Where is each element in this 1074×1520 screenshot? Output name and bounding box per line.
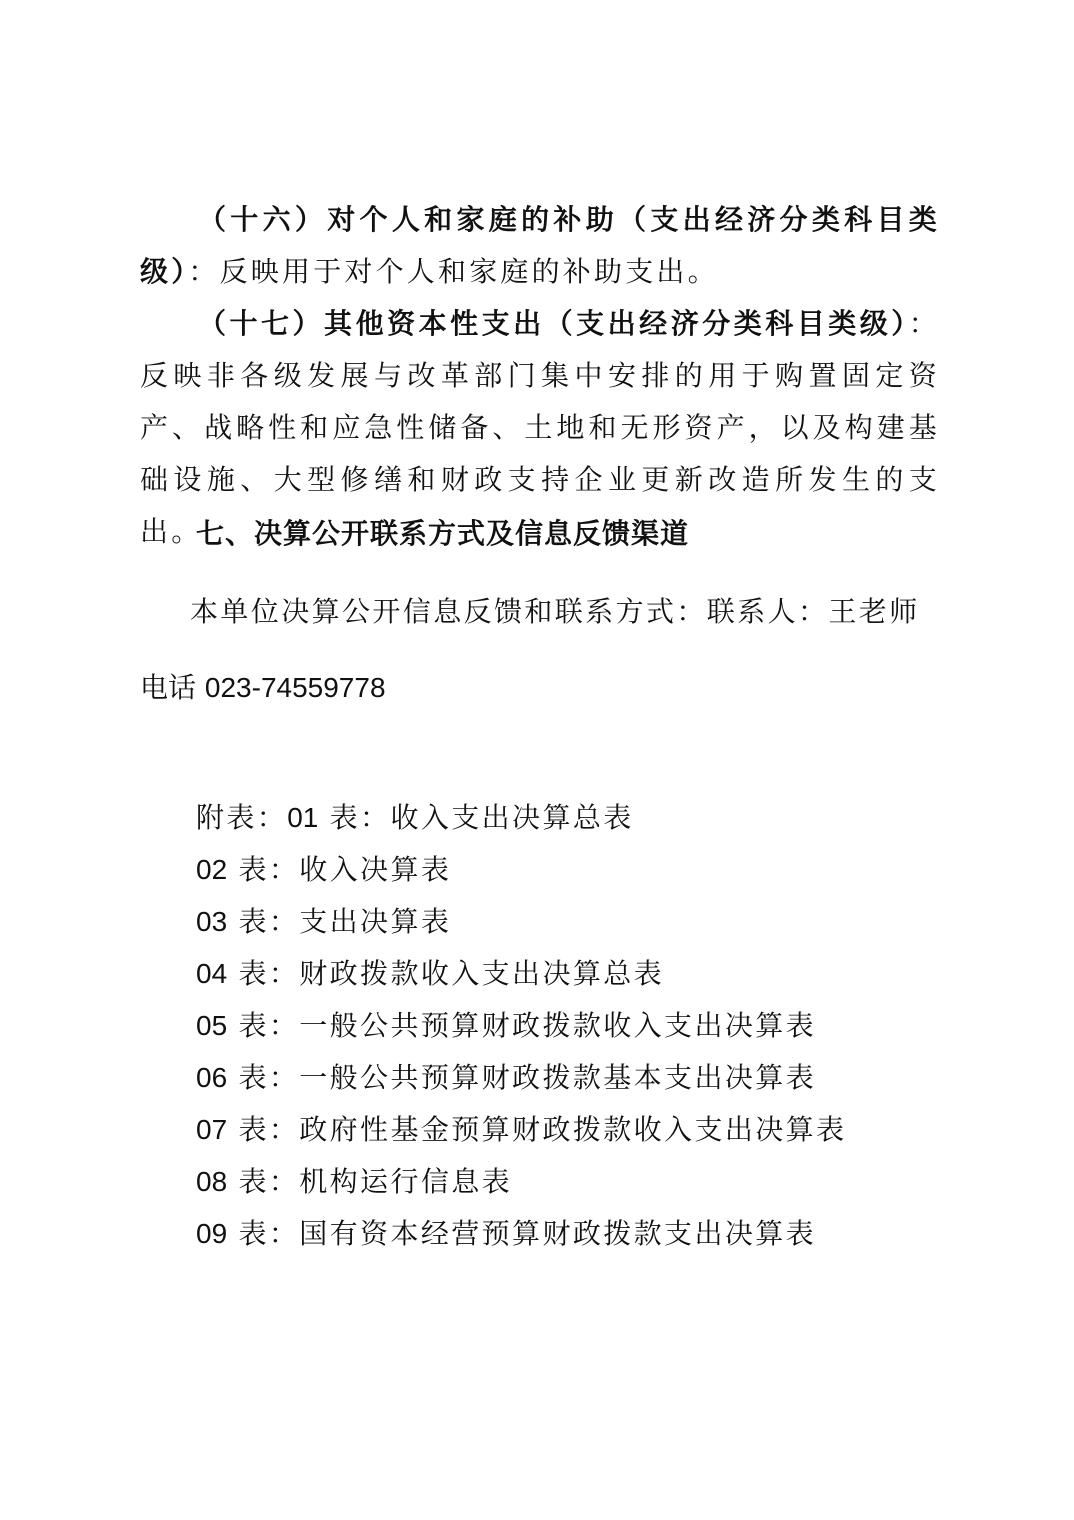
attachment-code: 07: [196, 1114, 228, 1145]
attachment-item: [196, 1208, 846, 1260]
attachment-label: 表：收入决算表: [227, 853, 452, 886]
section-17-text: 反映非各级发展与改革部门集中安排的用于购置固定资产、战略性和应急性储备、土地和无形资产，以及构建基础设施、大型修缮和财政支持企业更新改造所发生的支出。: [140, 359, 940, 548]
section-16-text: 反映用于对个人和家庭的补助支出。: [219, 255, 719, 288]
phone-line: [140, 662, 386, 714]
attachment-code: 03: [196, 906, 228, 937]
attachment-item: [196, 844, 846, 896]
section-16-paragraph: [140, 194, 940, 298]
attachment-label: 表：支出决算表: [227, 905, 452, 938]
attachment-list: [196, 792, 846, 1260]
contact-line: 本单位决算公开信息反馈和联系方式：联系人：王老师: [190, 595, 920, 628]
attachment-item: [196, 1052, 846, 1104]
attachment-item: [196, 896, 846, 948]
attachment-code: 08: [196, 1166, 228, 1197]
section-16-label: （十六）对个人和家庭的补助（支出经济分类科目类级）: [140, 203, 940, 288]
section-7-heading: 七、决算公开联系方式及信息反馈渠道: [196, 517, 690, 550]
attachment-prefix: 附表：: [196, 801, 288, 834]
section-17-colon: ：: [908, 307, 940, 340]
attachment-label: 表：财政拨款收入支出决算总表: [227, 957, 665, 990]
attachment-label: 表：一般公共预算财政拨款收入支出决算表: [227, 1009, 817, 1042]
attachment-label: 表：一般公共预算财政拨款基本支出决算表: [227, 1061, 817, 1094]
attachment-label: 表：收入支出决算总表: [318, 801, 634, 834]
attachment-item: [196, 1000, 846, 1052]
attachment-code: 04: [196, 958, 228, 989]
attachment-label: 表：机构运行信息表: [227, 1165, 513, 1198]
attachment-code: 02: [196, 854, 228, 885]
section-17-label: （十七）其他资本性支出（支出经济分类科目类级）: [198, 307, 909, 340]
attachment-item: [196, 1156, 846, 1208]
attachment-label: 表：国有资本经营预算财政拨款支出决算表: [227, 1217, 817, 1250]
attachment-code: 01: [287, 802, 319, 833]
attachment-item: [196, 948, 846, 1000]
phone-number: 023-74559778: [204, 672, 386, 703]
attachment-code: 09: [196, 1218, 228, 1249]
attachment-label: 表：政府性基金预算财政拨款收入支出决算表: [227, 1113, 847, 1146]
attachment-code: 06: [196, 1062, 228, 1093]
section-16-colon: ：: [188, 255, 220, 288]
attachment-item: [196, 1104, 846, 1156]
attachment-item: [196, 792, 846, 844]
attachment-code: 05: [196, 1010, 228, 1041]
phone-label: 电话: [140, 671, 205, 704]
